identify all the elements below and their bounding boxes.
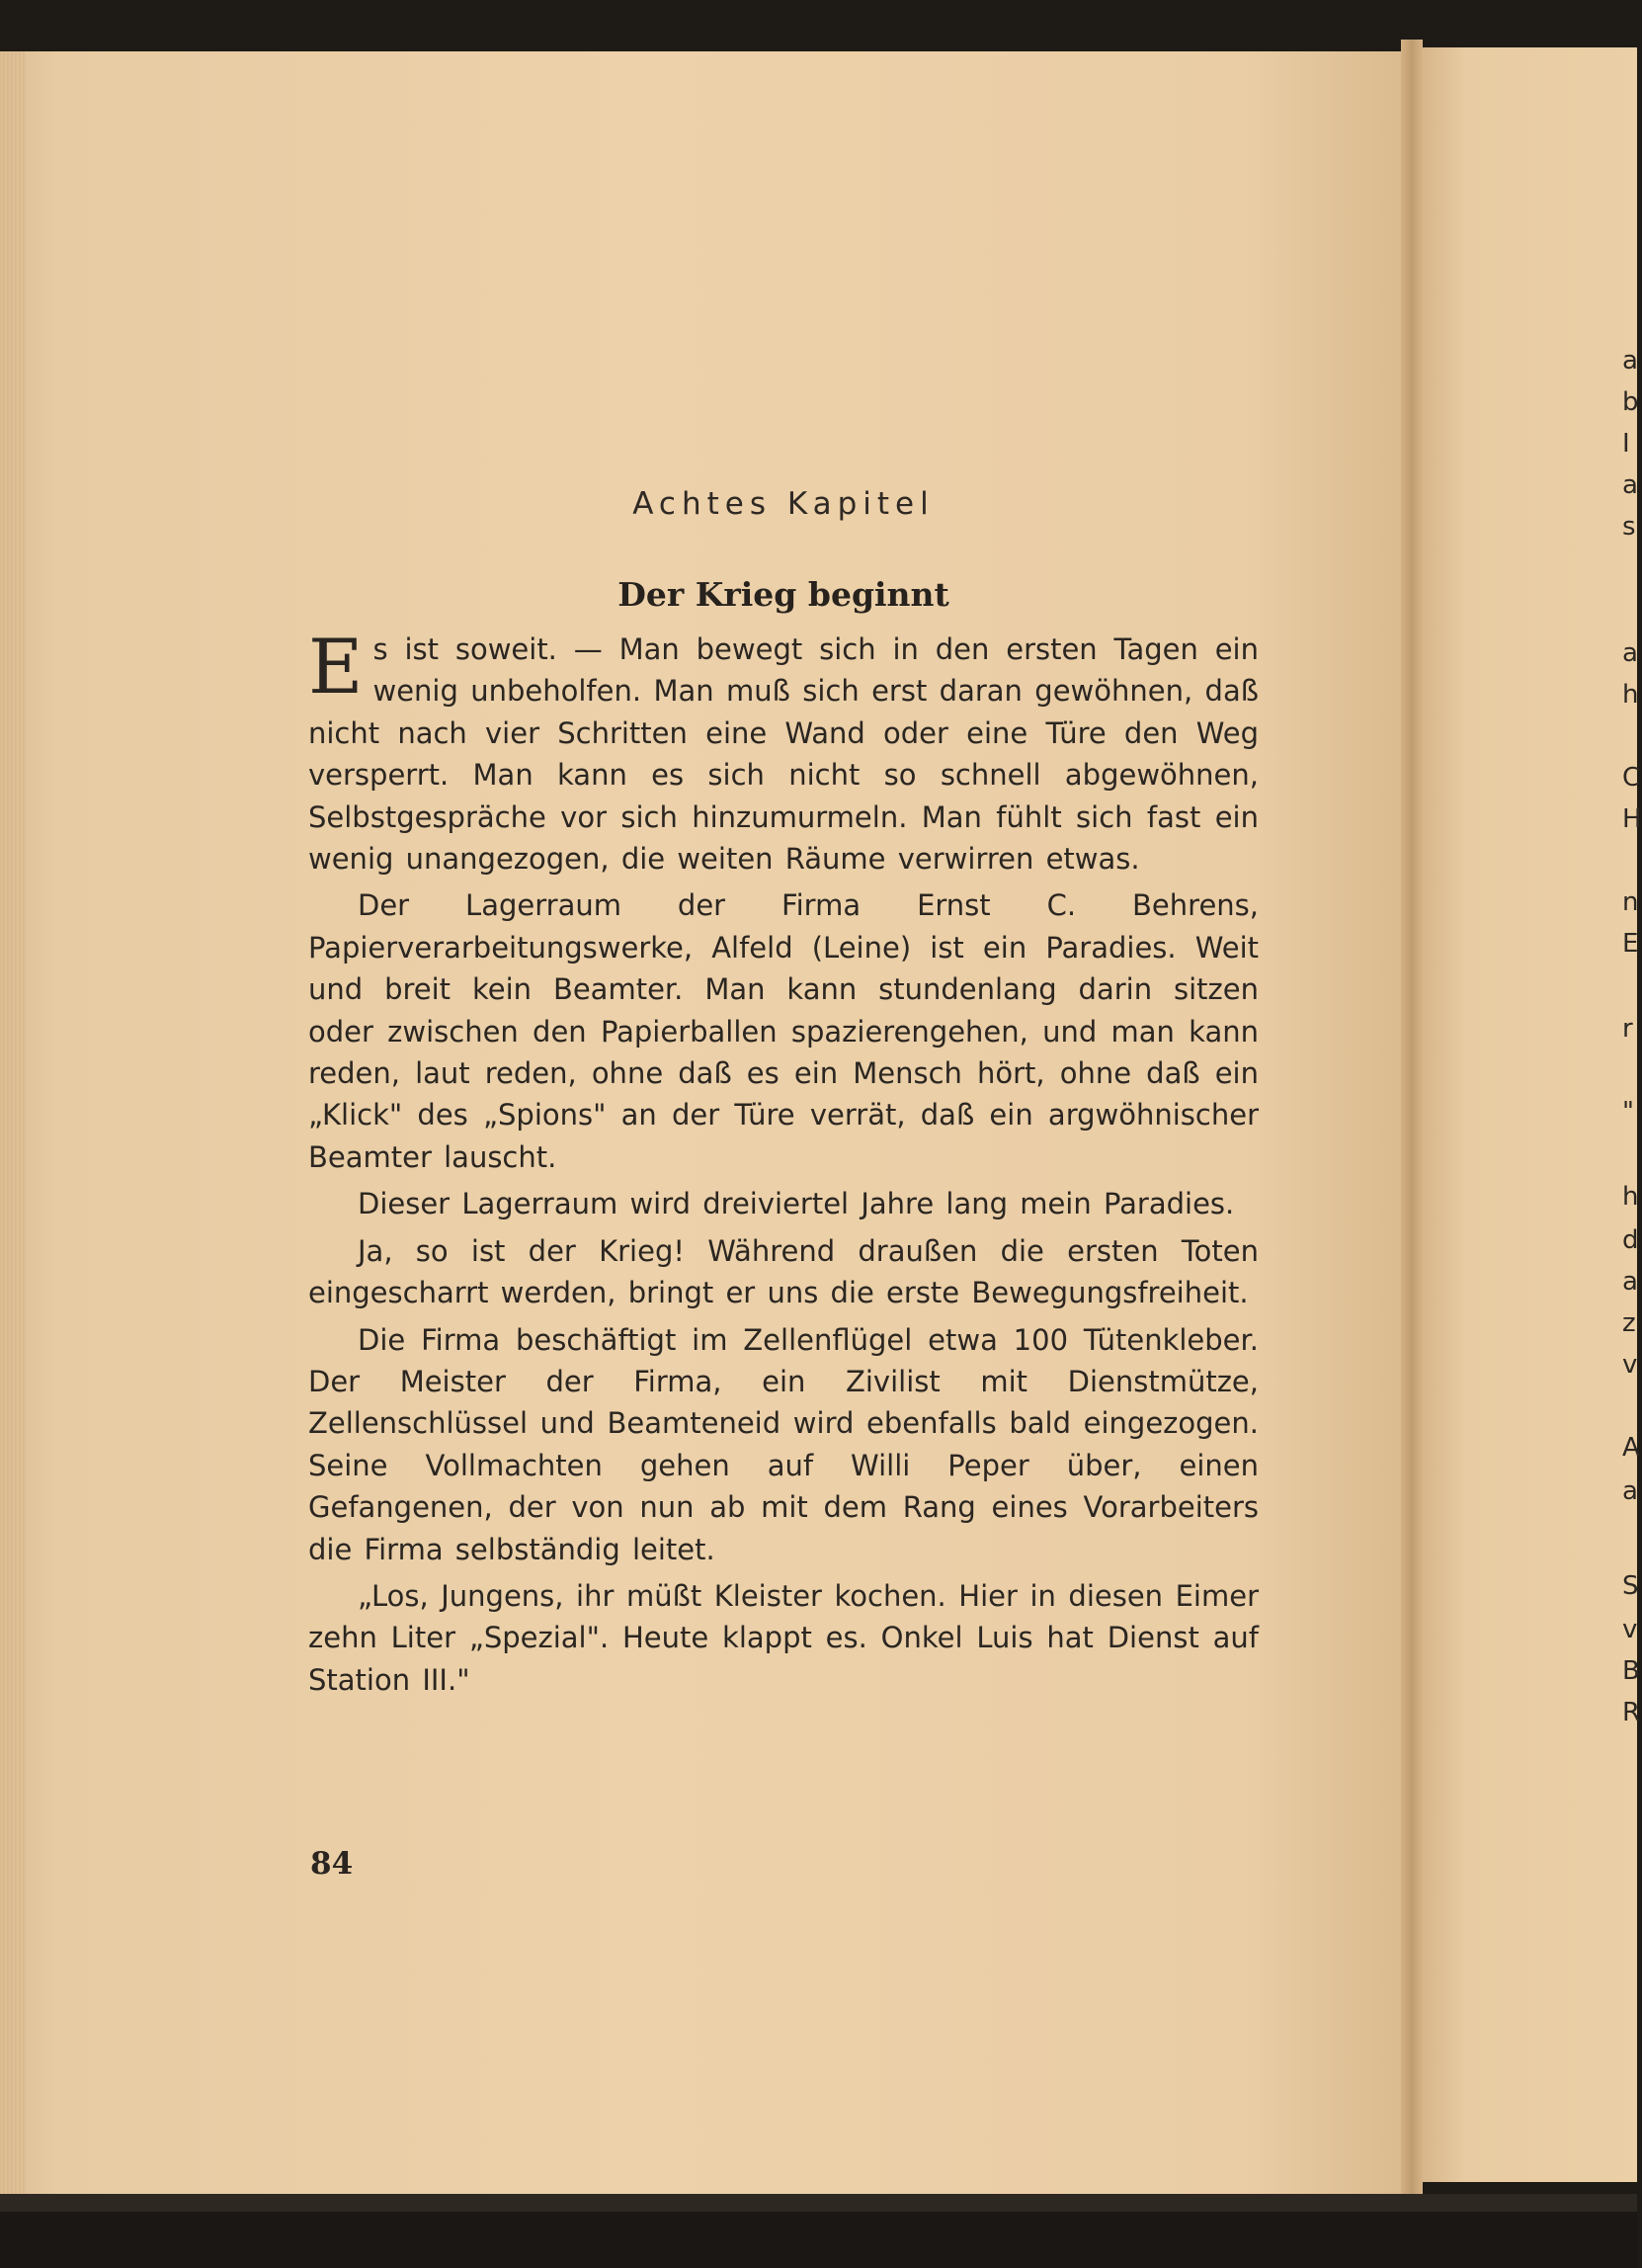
facing-fragment: r — [1622, 1014, 1633, 1044]
scan-band — [0, 2194, 1637, 2212]
paragraph: Die Firma beschäftigt im Zellenflügel etwa 100 Tütenkleber. Der Meister der Firma, ein Zivilist mit Dienstmütze, Zellenschlüssel und Beamteneid wird ebenfalls bald eingezogen. Seine Vollmachten gehen auf Willi Peper über, einen Gefangenen, der von nun ab mit dem Rang eines Vorarbeiters die Firma selbständig leitet. — [308, 1322, 1259, 1566]
facing-fragment: b — [1622, 387, 1639, 417]
paragraph — [308, 623, 1259, 880]
facing-fragment: C — [1622, 763, 1641, 793]
facing-fragment: a — [1622, 1476, 1638, 1506]
facing-fragment: H — [1622, 804, 1642, 834]
drop-cap: E — [308, 623, 364, 711]
right-page — [1423, 47, 1637, 2182]
facing-fragment: A — [1622, 1433, 1640, 1463]
facing-fragment: s — [1622, 512, 1636, 542]
facing-fragment: h — [1622, 680, 1639, 710]
facing-fragment: B — [1622, 1656, 1640, 1686]
facing-fragment: n — [1622, 887, 1639, 917]
facing-fragment: a — [1622, 1267, 1638, 1297]
facing-fragment: I — [1622, 429, 1630, 459]
facing-fragment: S — [1622, 1571, 1639, 1601]
facing-fragment: v — [1622, 1350, 1638, 1380]
page-edge-stack — [0, 51, 26, 2194]
chapter-body — [308, 623, 1259, 1706]
chapter-label: Achtes Kapitel — [632, 486, 935, 522]
facing-fragment: v — [1622, 1615, 1638, 1644]
book-gutter — [1401, 40, 1423, 2204]
chapter-title: Der Krieg beginnt — [617, 575, 949, 614]
facing-fragment: h — [1622, 1182, 1639, 1212]
paragraph: Dieser Lagerraum wird dreiviertel Jahre lang mein Paradies. — [358, 1187, 1235, 1221]
paragraph: Der Lagerraum der Firma Ernst C. Behrens, Papierverarbeitungswerke, Alfeld (Leine) ist ein Paradies. Weit und breit kein Beamter. Man kann stundenlang darin sitzen oder zwischen den Papierballen spazierengehen, und man kann reden, laut reden, ohne daß es ein Mensch hört, ohne daß ein „Klick" des „Spions" an der Türe verrät, daß ein argwöhnischer Beamter lauscht. — [308, 888, 1259, 1174]
facing-fragment: a — [1622, 346, 1638, 376]
facing-fragment: R — [1622, 1698, 1641, 1727]
paragraph: Ja, so ist der Krieg! Während draußen die ersten Toten eingescharrt werden, bringt er uns die erste Bewegungsfreiheit. — [308, 1233, 1259, 1310]
facing-fragment: a — [1622, 470, 1638, 500]
facing-fragment: a — [1622, 638, 1638, 668]
facing-fragment: E — [1622, 929, 1639, 959]
facing-fragment: d — [1622, 1225, 1639, 1255]
page-number: 84 — [310, 1846, 354, 1882]
facing-fragment: " — [1622, 1097, 1634, 1127]
paragraph: „Los, Jungens, ihr müßt Kleister kochen. Hier in diesen Eimer zehn Liter „Spezial". Heute klappt es. Onkel Luis hat Dienst auf Station III." — [308, 1578, 1259, 1697]
facing-fragment: z — [1622, 1308, 1636, 1338]
paragraph-text: s ist soweit. — Man bewegt sich in den ersten Tagen ein wenig unbeholfen. Man muß sich erst daran gewöhnen, daß nicht nach vier Schritten eine Wand oder eine Türe den Weg versperrt. Man kann es sich nicht so schnell abgewöhnen, Selbstgespräche vor sich hinzumurmeln. Man fühlt sich fast ein wenig unangezogen, die weiten Räume verwirren etwas. — [308, 632, 1259, 877]
scan-background — [0, 2194, 1637, 2268]
